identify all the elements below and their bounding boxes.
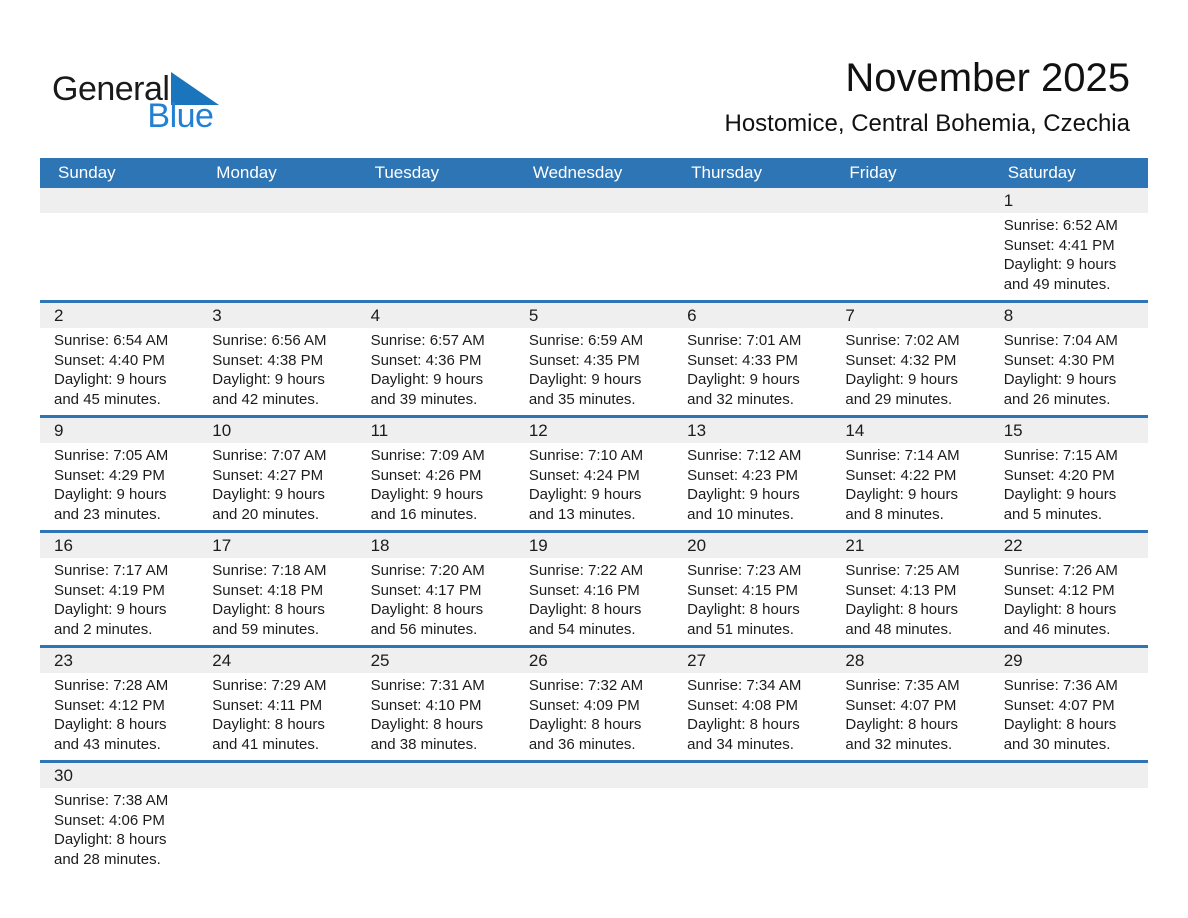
day-number: 7: [845, 305, 855, 325]
calendar-cell: [515, 558, 673, 645]
sunrise-text: Sunrise: 7:05 AM: [54, 447, 169, 464]
daylight-text: and 16 minutes.: [370, 505, 478, 523]
day-number: 6: [687, 305, 697, 325]
daylight-text: Daylight: 8 hours: [1003, 601, 1117, 618]
weekday-header-tuesday: Tuesday: [374, 163, 440, 182]
daylight-text: and 26 minutes.: [1003, 390, 1111, 408]
page-subtitle: Hostomice, Central Bohemia, Czechia: [724, 110, 1130, 137]
daylight-text: Daylight: 9 hours: [54, 371, 167, 388]
daylight-text: Daylight: 9 hours: [54, 486, 167, 503]
day-detail-strip: [40, 558, 1148, 645]
daylight-text: and 38 minutes.: [370, 735, 478, 753]
calendar-cell: [357, 443, 515, 530]
sunset-text: Sunset: 4:08 PM: [687, 696, 799, 714]
sunset-text: Sunset: 4:13 PM: [845, 581, 957, 599]
day-number: 27: [687, 650, 707, 670]
weekday-header-row: [40, 158, 1148, 188]
daylight-text: and 32 minutes.: [845, 735, 953, 753]
daylight-text: and 13 minutes.: [528, 505, 636, 523]
sunset-text: Sunset: 4:23 PM: [687, 466, 799, 484]
sunset-text: Sunset: 4:30 PM: [1003, 351, 1115, 369]
day-number: 24: [212, 650, 232, 670]
calendar-cell: [515, 213, 673, 300]
week-row: [40, 418, 1148, 533]
sunset-text: Sunset: 4:12 PM: [54, 696, 165, 714]
sunset-text: Sunset: 4:09 PM: [528, 696, 640, 714]
day-number: 23: [54, 650, 73, 670]
weekday-header-sunday: Sunday: [58, 163, 116, 182]
calendar-cell: [831, 558, 989, 645]
sunrise-text: Sunrise: 7:18 AM: [212, 562, 327, 579]
calendar-cell: [673, 788, 831, 875]
calendar-cell: [198, 673, 356, 760]
sunset-text: Sunset: 4:19 PM: [54, 581, 165, 599]
calendar-cell: [515, 443, 673, 530]
daylight-text: and 29 minutes.: [845, 390, 953, 408]
calendar-body: [40, 188, 1148, 875]
daylight-text: and 20 minutes.: [212, 505, 320, 523]
daylight-text: Daylight: 8 hours: [687, 601, 800, 618]
sunrise-text: Sunrise: 7:28 AM: [54, 677, 169, 694]
calendar-cell: [198, 213, 356, 300]
sunset-text: Sunset: 4:40 PM: [54, 351, 165, 369]
daylight-text: and 56 minutes.: [370, 620, 478, 638]
day-detail-strip: [40, 673, 1148, 760]
daylight-text: and 43 minutes.: [54, 735, 161, 753]
sunrise-text: Sunrise: 7:22 AM: [528, 562, 644, 579]
daylight-text: Daylight: 9 hours: [370, 371, 484, 388]
day-number-strip: [40, 303, 1148, 328]
sunrise-text: Sunrise: 7:17 AM: [54, 562, 169, 579]
sunrise-text: Sunrise: 7:38 AM: [54, 792, 169, 809]
day-number: 3: [212, 305, 222, 325]
calendar-cell: [990, 443, 1148, 530]
daylight-text: and 59 minutes.: [212, 620, 320, 638]
sunrise-text: Sunrise: 7:09 AM: [370, 447, 485, 464]
calendar-cell: [40, 673, 198, 760]
daylight-text: Daylight: 8 hours: [54, 831, 167, 848]
sunrise-text: Sunrise: 7:34 AM: [687, 677, 802, 694]
sunrise-text: Sunrise: 7:26 AM: [1003, 562, 1118, 579]
week-row: [40, 763, 1148, 875]
daylight-text: Daylight: 9 hours: [845, 371, 958, 388]
calendar-cell: [990, 673, 1148, 760]
sunrise-text: Sunrise: 7:36 AM: [1003, 677, 1118, 694]
weekday-header-saturday: Saturday: [1007, 163, 1076, 182]
day-number: 25: [370, 650, 390, 670]
day-number: 30: [54, 765, 73, 785]
calendar-cell: [515, 673, 673, 760]
daylight-text: and 5 minutes.: [1003, 505, 1103, 523]
sunrise-text: Sunrise: 6:59 AM: [528, 332, 644, 349]
day-number: 1: [1003, 190, 1014, 210]
daylight-text: and 49 minutes.: [1003, 275, 1111, 293]
logo-text-general: General: [52, 70, 170, 108]
day-number: 29: [1003, 650, 1023, 670]
daylight-text: Daylight: 8 hours: [370, 716, 484, 733]
general-blue-logo: [52, 72, 219, 133]
day-number: 9: [54, 420, 64, 440]
calendar-cell: [831, 328, 989, 415]
calendar-cell: [40, 213, 198, 300]
sunrise-text: Sunrise: 6:52 AM: [1003, 217, 1118, 234]
calendar-cell: [357, 558, 515, 645]
weekday-header-wednesday: Wednesday: [532, 163, 623, 182]
sunrise-text: Sunrise: 7:15 AM: [1003, 447, 1118, 464]
calendar-cell: [673, 443, 831, 530]
weekday-header-friday: Friday: [849, 163, 897, 182]
calendar-cell: [198, 558, 356, 645]
day-number: 2: [54, 305, 64, 325]
daylight-text: and 32 minutes.: [687, 390, 794, 408]
daylight-text: Daylight: 8 hours: [687, 716, 800, 733]
daylight-text: Daylight: 8 hours: [1003, 716, 1117, 733]
sunset-text: Sunset: 4:10 PM: [370, 696, 482, 714]
day-number: 5: [528, 305, 539, 325]
daylight-text: Daylight: 9 hours: [54, 601, 167, 618]
daylight-text: and 10 minutes.: [687, 505, 794, 523]
daylight-text: Daylight: 8 hours: [528, 716, 642, 733]
daylight-text: Daylight: 8 hours: [845, 601, 958, 618]
calendar-cell: [40, 558, 198, 645]
day-number-strip: [40, 763, 1148, 788]
week-row: [40, 648, 1148, 763]
sunrise-text: Sunrise: 7:20 AM: [370, 562, 485, 579]
calendar-cell: [515, 788, 673, 875]
daylight-text: Daylight: 9 hours: [687, 486, 800, 503]
sunset-text: Sunset: 4:26 PM: [370, 466, 482, 484]
daylight-text: Daylight: 8 hours: [212, 716, 325, 733]
daylight-text: Daylight: 9 hours: [528, 371, 642, 388]
daylight-text: Daylight: 8 hours: [54, 716, 167, 733]
daylight-text: Daylight: 9 hours: [212, 486, 325, 503]
sunrise-text: Sunrise: 7:07 AM: [212, 447, 327, 464]
sunrise-text: Sunrise: 7:04 AM: [1003, 332, 1118, 349]
sunset-text: Sunset: 4:06 PM: [54, 811, 165, 829]
calendar-cell: [198, 328, 356, 415]
day-number: 20: [687, 535, 707, 555]
calendar-cell: [357, 673, 515, 760]
day-detail-strip: [40, 328, 1148, 415]
sunrise-text: Sunrise: 7:32 AM: [528, 677, 644, 694]
calendar-cell: [673, 328, 831, 415]
daylight-text: Daylight: 9 hours: [845, 486, 958, 503]
calendar-cell: [198, 443, 356, 530]
calendar: [40, 158, 1148, 875]
sunset-text: Sunset: 4:18 PM: [212, 581, 324, 599]
sunrise-text: Sunrise: 7:35 AM: [845, 677, 960, 694]
daylight-text: and 48 minutes.: [845, 620, 953, 638]
daylight-text: and 54 minutes.: [528, 620, 636, 638]
daylight-text: and 34 minutes.: [687, 735, 794, 753]
day-number: 19: [528, 535, 548, 555]
sunset-text: Sunset: 4:15 PM: [687, 581, 799, 599]
calendar-cell: [673, 673, 831, 760]
day-detail-strip: [40, 443, 1148, 530]
daylight-text: Daylight: 8 hours: [845, 716, 958, 733]
weekday-header-monday: Monday: [216, 163, 277, 182]
daylight-text: Daylight: 8 hours: [212, 601, 325, 618]
day-number: 22: [1003, 535, 1023, 555]
day-number-strip: [40, 648, 1148, 673]
day-number: 15: [1003, 420, 1023, 440]
calendar-cell: [515, 328, 673, 415]
week-row: [40, 188, 1148, 303]
sunset-text: Sunset: 4:27 PM: [212, 466, 324, 484]
daylight-text: and 30 minutes.: [1003, 735, 1111, 753]
daylight-text: and 8 minutes.: [845, 505, 944, 523]
daylight-text: Daylight: 9 hours: [1003, 486, 1117, 503]
day-number: 12: [528, 420, 548, 440]
calendar-cell: [357, 328, 515, 415]
calendar-cell: [40, 443, 198, 530]
daylight-text: and 28 minutes.: [54, 850, 161, 868]
daylight-text: Daylight: 9 hours: [212, 371, 325, 388]
daylight-text: and 51 minutes.: [687, 620, 794, 638]
calendar-cell: [831, 673, 989, 760]
day-number: 17: [212, 535, 232, 555]
sunrise-text: Sunrise: 7:23 AM: [687, 562, 802, 579]
sunrise-text: Sunrise: 6:57 AM: [370, 332, 485, 349]
day-number: 8: [1003, 305, 1014, 325]
sunset-text: Sunset: 4:22 PM: [845, 466, 957, 484]
sunrise-text: Sunrise: 7:10 AM: [528, 447, 644, 464]
calendar-cell: [831, 213, 989, 300]
daylight-text: Daylight: 8 hours: [370, 601, 484, 618]
daylight-text: and 41 minutes.: [212, 735, 320, 753]
daylight-text: and 42 minutes.: [212, 390, 320, 408]
sunset-text: Sunset: 4:07 PM: [845, 696, 957, 714]
daylight-text: and 36 minutes.: [528, 735, 636, 753]
sunset-text: Sunset: 4:17 PM: [370, 581, 482, 599]
calendar-cell: [990, 213, 1148, 300]
calendar-cell: [673, 558, 831, 645]
page-title: November 2025: [845, 56, 1130, 100]
daylight-text: and 2 minutes.: [54, 620, 153, 638]
sunset-text: Sunset: 4:35 PM: [528, 351, 640, 369]
day-number: 28: [845, 650, 865, 670]
day-detail-strip: [40, 213, 1148, 300]
sunrise-text: Sunrise: 6:56 AM: [212, 332, 327, 349]
week-row: [40, 303, 1148, 418]
sunset-text: Sunset: 4:12 PM: [1003, 581, 1115, 599]
day-number-strip: [40, 533, 1148, 558]
calendar-cell: [990, 328, 1148, 415]
daylight-text: and 46 minutes.: [1003, 620, 1111, 638]
day-number: 14: [845, 420, 865, 440]
sunrise-text: Sunrise: 7:14 AM: [845, 447, 960, 464]
sunrise-text: Sunrise: 6:54 AM: [54, 332, 169, 349]
day-number: 10: [212, 420, 232, 440]
calendar-cell: [357, 788, 515, 875]
sunrise-text: Sunrise: 7:31 AM: [370, 677, 485, 694]
calendar-cell: [40, 788, 198, 875]
day-number: 26: [528, 650, 548, 670]
day-detail-strip: [40, 788, 1148, 875]
header-titles: [724, 55, 1130, 139]
sunset-text: Sunset: 4:24 PM: [528, 466, 640, 484]
sunset-text: Sunset: 4:33 PM: [687, 351, 799, 369]
day-number: 21: [845, 535, 865, 555]
sunset-text: Sunset: 4:11 PM: [212, 696, 323, 714]
sunset-text: Sunset: 4:38 PM: [212, 351, 324, 369]
daylight-text: and 35 minutes.: [528, 390, 636, 408]
sunset-text: Sunset: 4:07 PM: [1003, 696, 1115, 714]
daylight-text: and 45 minutes.: [54, 390, 161, 408]
week-row: [40, 533, 1148, 648]
day-number-strip: [40, 188, 1148, 213]
calendar-cell: [198, 788, 356, 875]
day-number: 18: [370, 535, 390, 555]
sunset-text: Sunset: 4:41 PM: [1003, 236, 1115, 254]
sunrise-text: Sunrise: 7:02 AM: [845, 332, 960, 349]
weekday-header-thursday: Thursday: [691, 163, 763, 182]
calendar-cell: [673, 213, 831, 300]
calendar-cell: [831, 443, 989, 530]
day-number: 13: [687, 420, 707, 440]
daylight-text: and 23 minutes.: [54, 505, 161, 523]
daylight-text: Daylight: 9 hours: [528, 486, 642, 503]
daylight-text: Daylight: 9 hours: [687, 371, 800, 388]
sunset-text: Sunset: 4:36 PM: [370, 351, 482, 369]
sunset-text: Sunset: 4:32 PM: [845, 351, 957, 369]
daylight-text: Daylight: 9 hours: [370, 486, 484, 503]
sunrise-text: Sunrise: 7:12 AM: [687, 447, 802, 464]
sunset-text: Sunset: 4:20 PM: [1003, 466, 1115, 484]
day-number: 16: [54, 535, 73, 555]
calendar-cell: [990, 558, 1148, 645]
sunset-text: Sunset: 4:29 PM: [54, 466, 165, 484]
logo-text-blue: Blue: [147, 97, 214, 135]
day-number: 11: [370, 420, 389, 440]
daylight-text: Daylight: 9 hours: [1003, 371, 1117, 388]
sunset-text: Sunset: 4:16 PM: [528, 581, 640, 599]
calendar-cell: [831, 788, 989, 875]
daylight-text: Daylight: 9 hours: [1003, 256, 1117, 273]
daylight-text: and 39 minutes.: [370, 390, 478, 408]
calendar-cell: [40, 328, 198, 415]
sunrise-text: Sunrise: 7:29 AM: [212, 677, 327, 694]
sunrise-text: Sunrise: 7:01 AM: [687, 332, 802, 349]
day-number: 4: [370, 305, 381, 325]
daylight-text: Daylight: 8 hours: [528, 601, 642, 618]
sunrise-text: Sunrise: 7:25 AM: [845, 562, 960, 579]
day-number-strip: [40, 418, 1148, 443]
calendar-cell: [357, 213, 515, 300]
calendar-cell: [990, 788, 1148, 875]
